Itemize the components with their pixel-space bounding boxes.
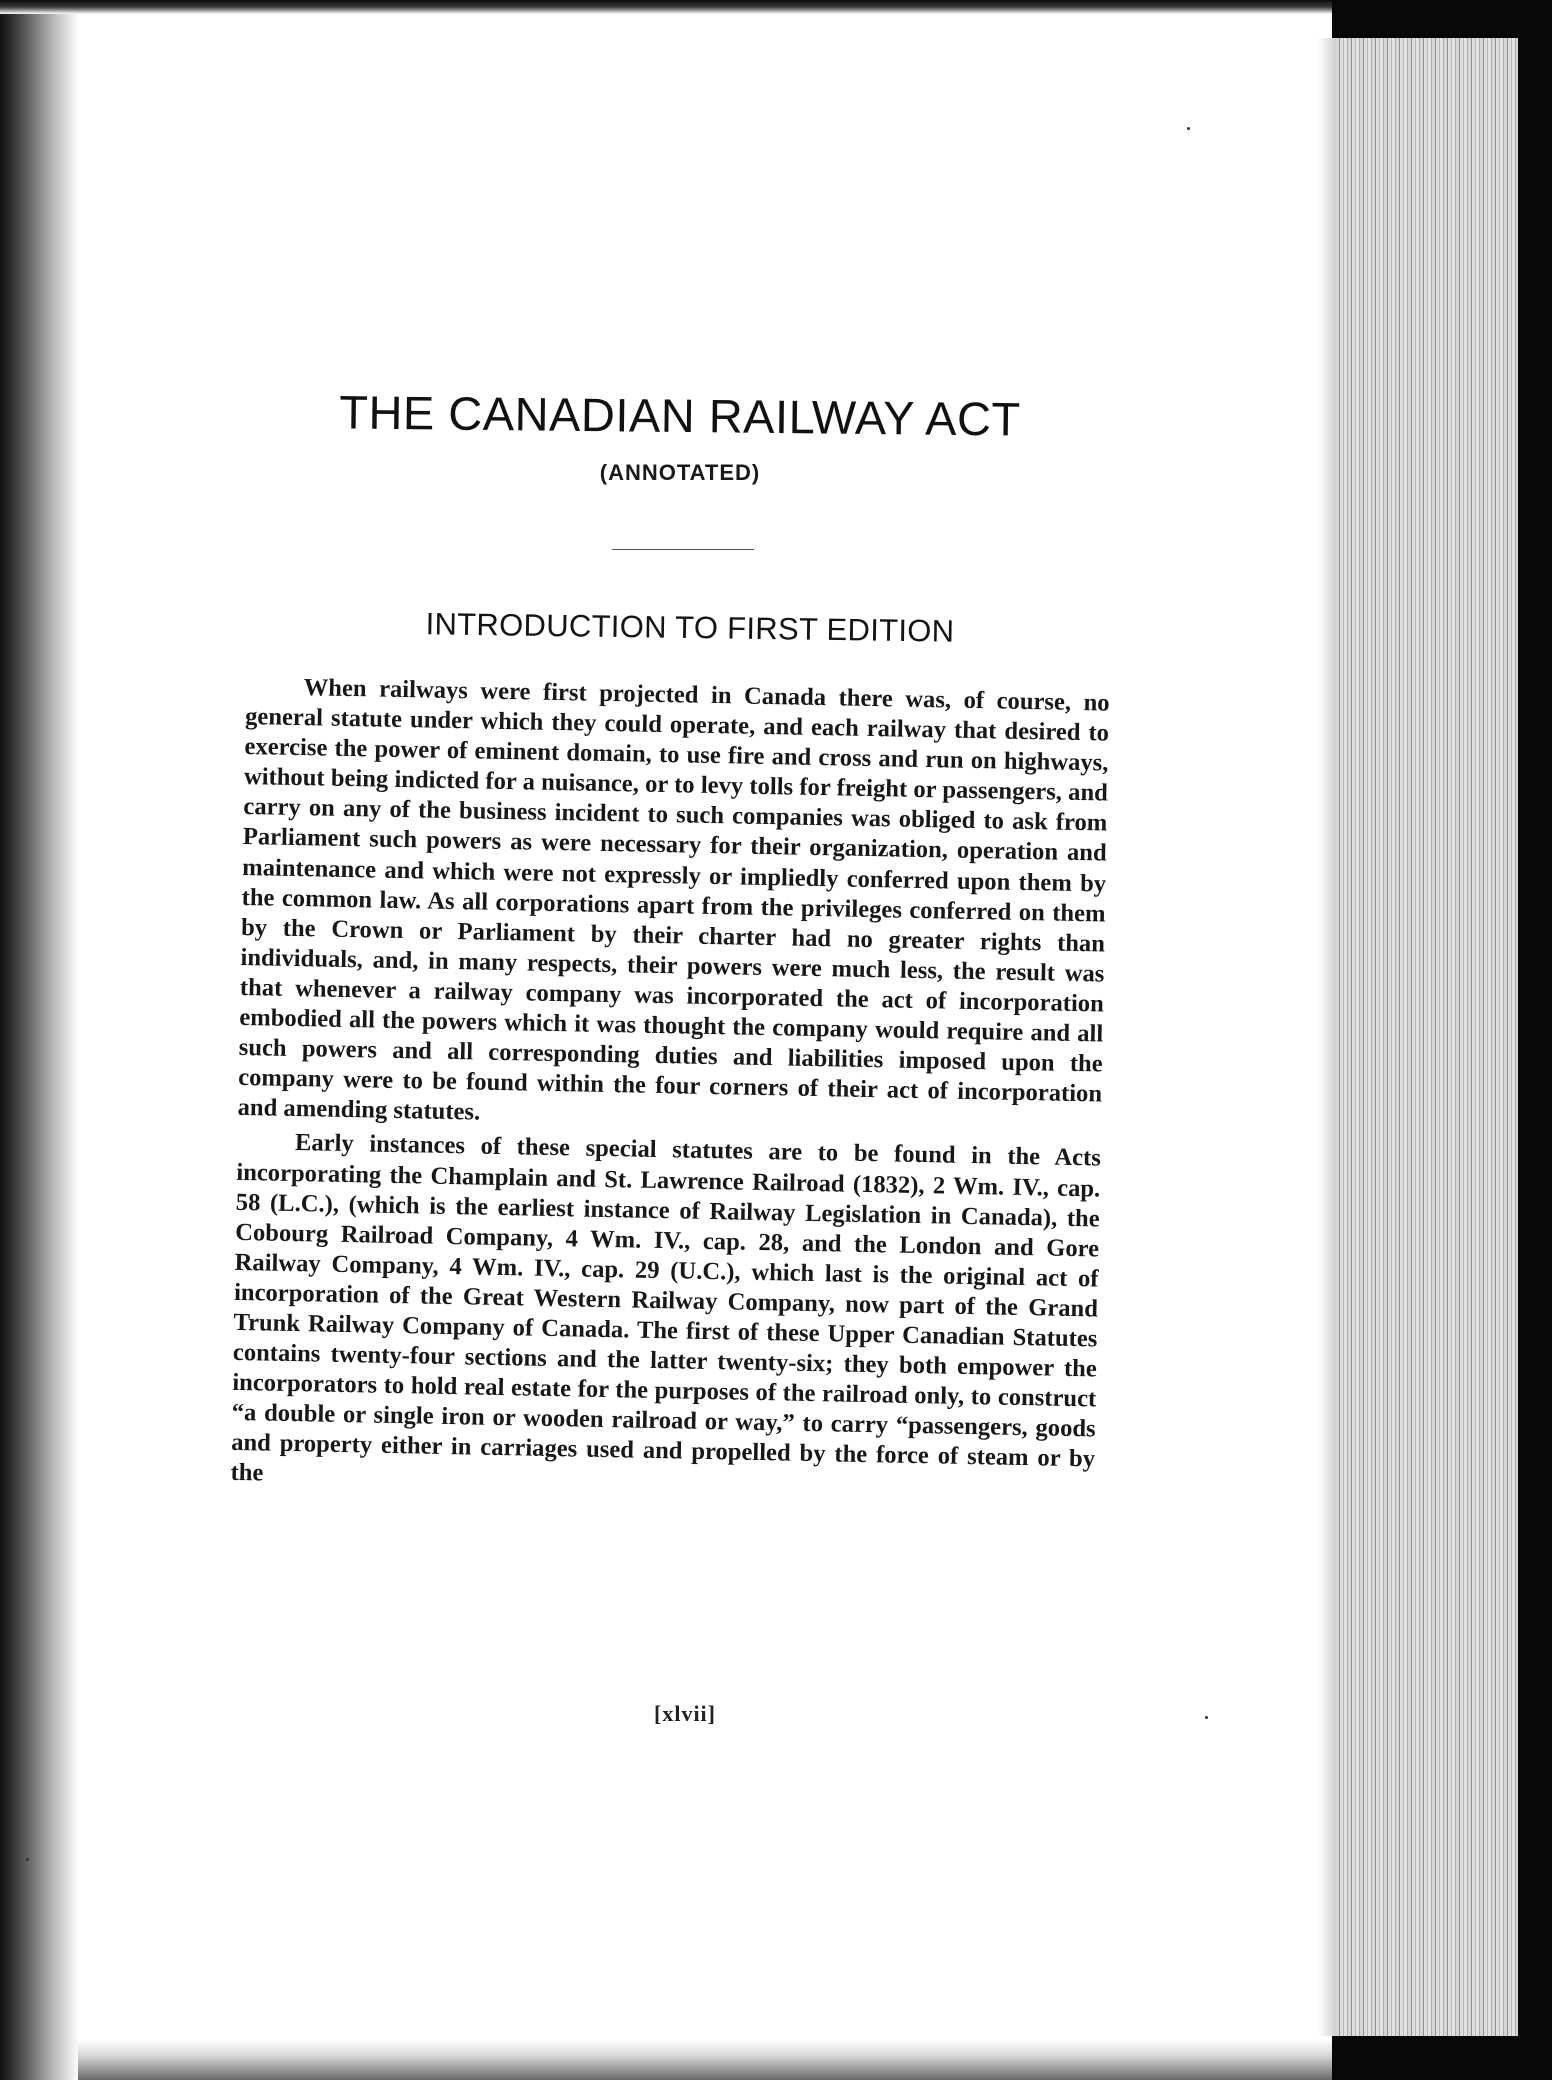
scan-speck [1187, 127, 1190, 130]
page-subtitle: (ANNOTATED) [599, 460, 761, 485]
body-text [230, 672, 1110, 1509]
scan-speck [26, 1858, 29, 1861]
paragraph: Early instances of these special statutes are to be found in the Acts incorporating the Champlain and St. Lawrence Railroad (1832), 2 Wm. IV., cap. 58 (L.C.), (which is the earliest instance of Railway Legislation in Canada), the Cobourg Railroad Company, 4 Wm. IV., cap. 28, and the London and Gore Railway Company, 4 Wm. IV., cap. 29 (U.C.), which last is the original act of incorporation of the Great Western Railway Company, now part of the Grand Trunk Railway Company of Canada. The first of these Upper Canadian Statutes contains twenty-four sections and the latter twenty-six; they both empower the incorporators to hold real estate for the purposes of the railroad only, to construct “a double or single iron or wooden railroad or way,” to carry “passengers, goods and property either in carriages used and propelled by the force of steam or by the [230, 1129, 1102, 1487]
scan-speck [1205, 1716, 1208, 1719]
paragraph: When railways were first projected in Canada there was, of course, no general statute under which they could operate, and each railway that desired to exercise the power of eminent domain, to use fire and cross and run on highways, without being indicted for a nuisance, or to levy tolls for freight or passengers, and carry on any of the business incident to such companies was obliged to ask from Parliament such powers as were necessary for their organization, operation and maintenance and which were not expressly or impliedly conferred upon them by the common law. As all corporations apart from the privileges conferred on them by the Crown or Parliament by their charter had no greater rights than individuals, and, in many respects, their powers were much less, the result was that whenever a railway company was incorporated the act of incorporation embodied all the powers which it was thought the company would require and all such powers and all corresponding duties and liabilities imposed upon the company were to be found within the four corners of their act of incorporation and amending statutes. [237, 674, 1110, 1126]
page-stack-edges [1332, 38, 1518, 2036]
section-heading: INTRODUCTION TO FIRST EDITION [425, 606, 955, 649]
book-gutter-shadow [0, 0, 78, 2080]
title-divider [612, 549, 754, 550]
bottom-page-edge [78, 2040, 1332, 2080]
top-page-edge [0, 0, 1552, 14]
page-title: THE CANADIAN RAILWAY ACT [339, 385, 1021, 446]
page-edge-shade [1318, 38, 1336, 2036]
page-number: [xlvii] [654, 1701, 716, 1726]
